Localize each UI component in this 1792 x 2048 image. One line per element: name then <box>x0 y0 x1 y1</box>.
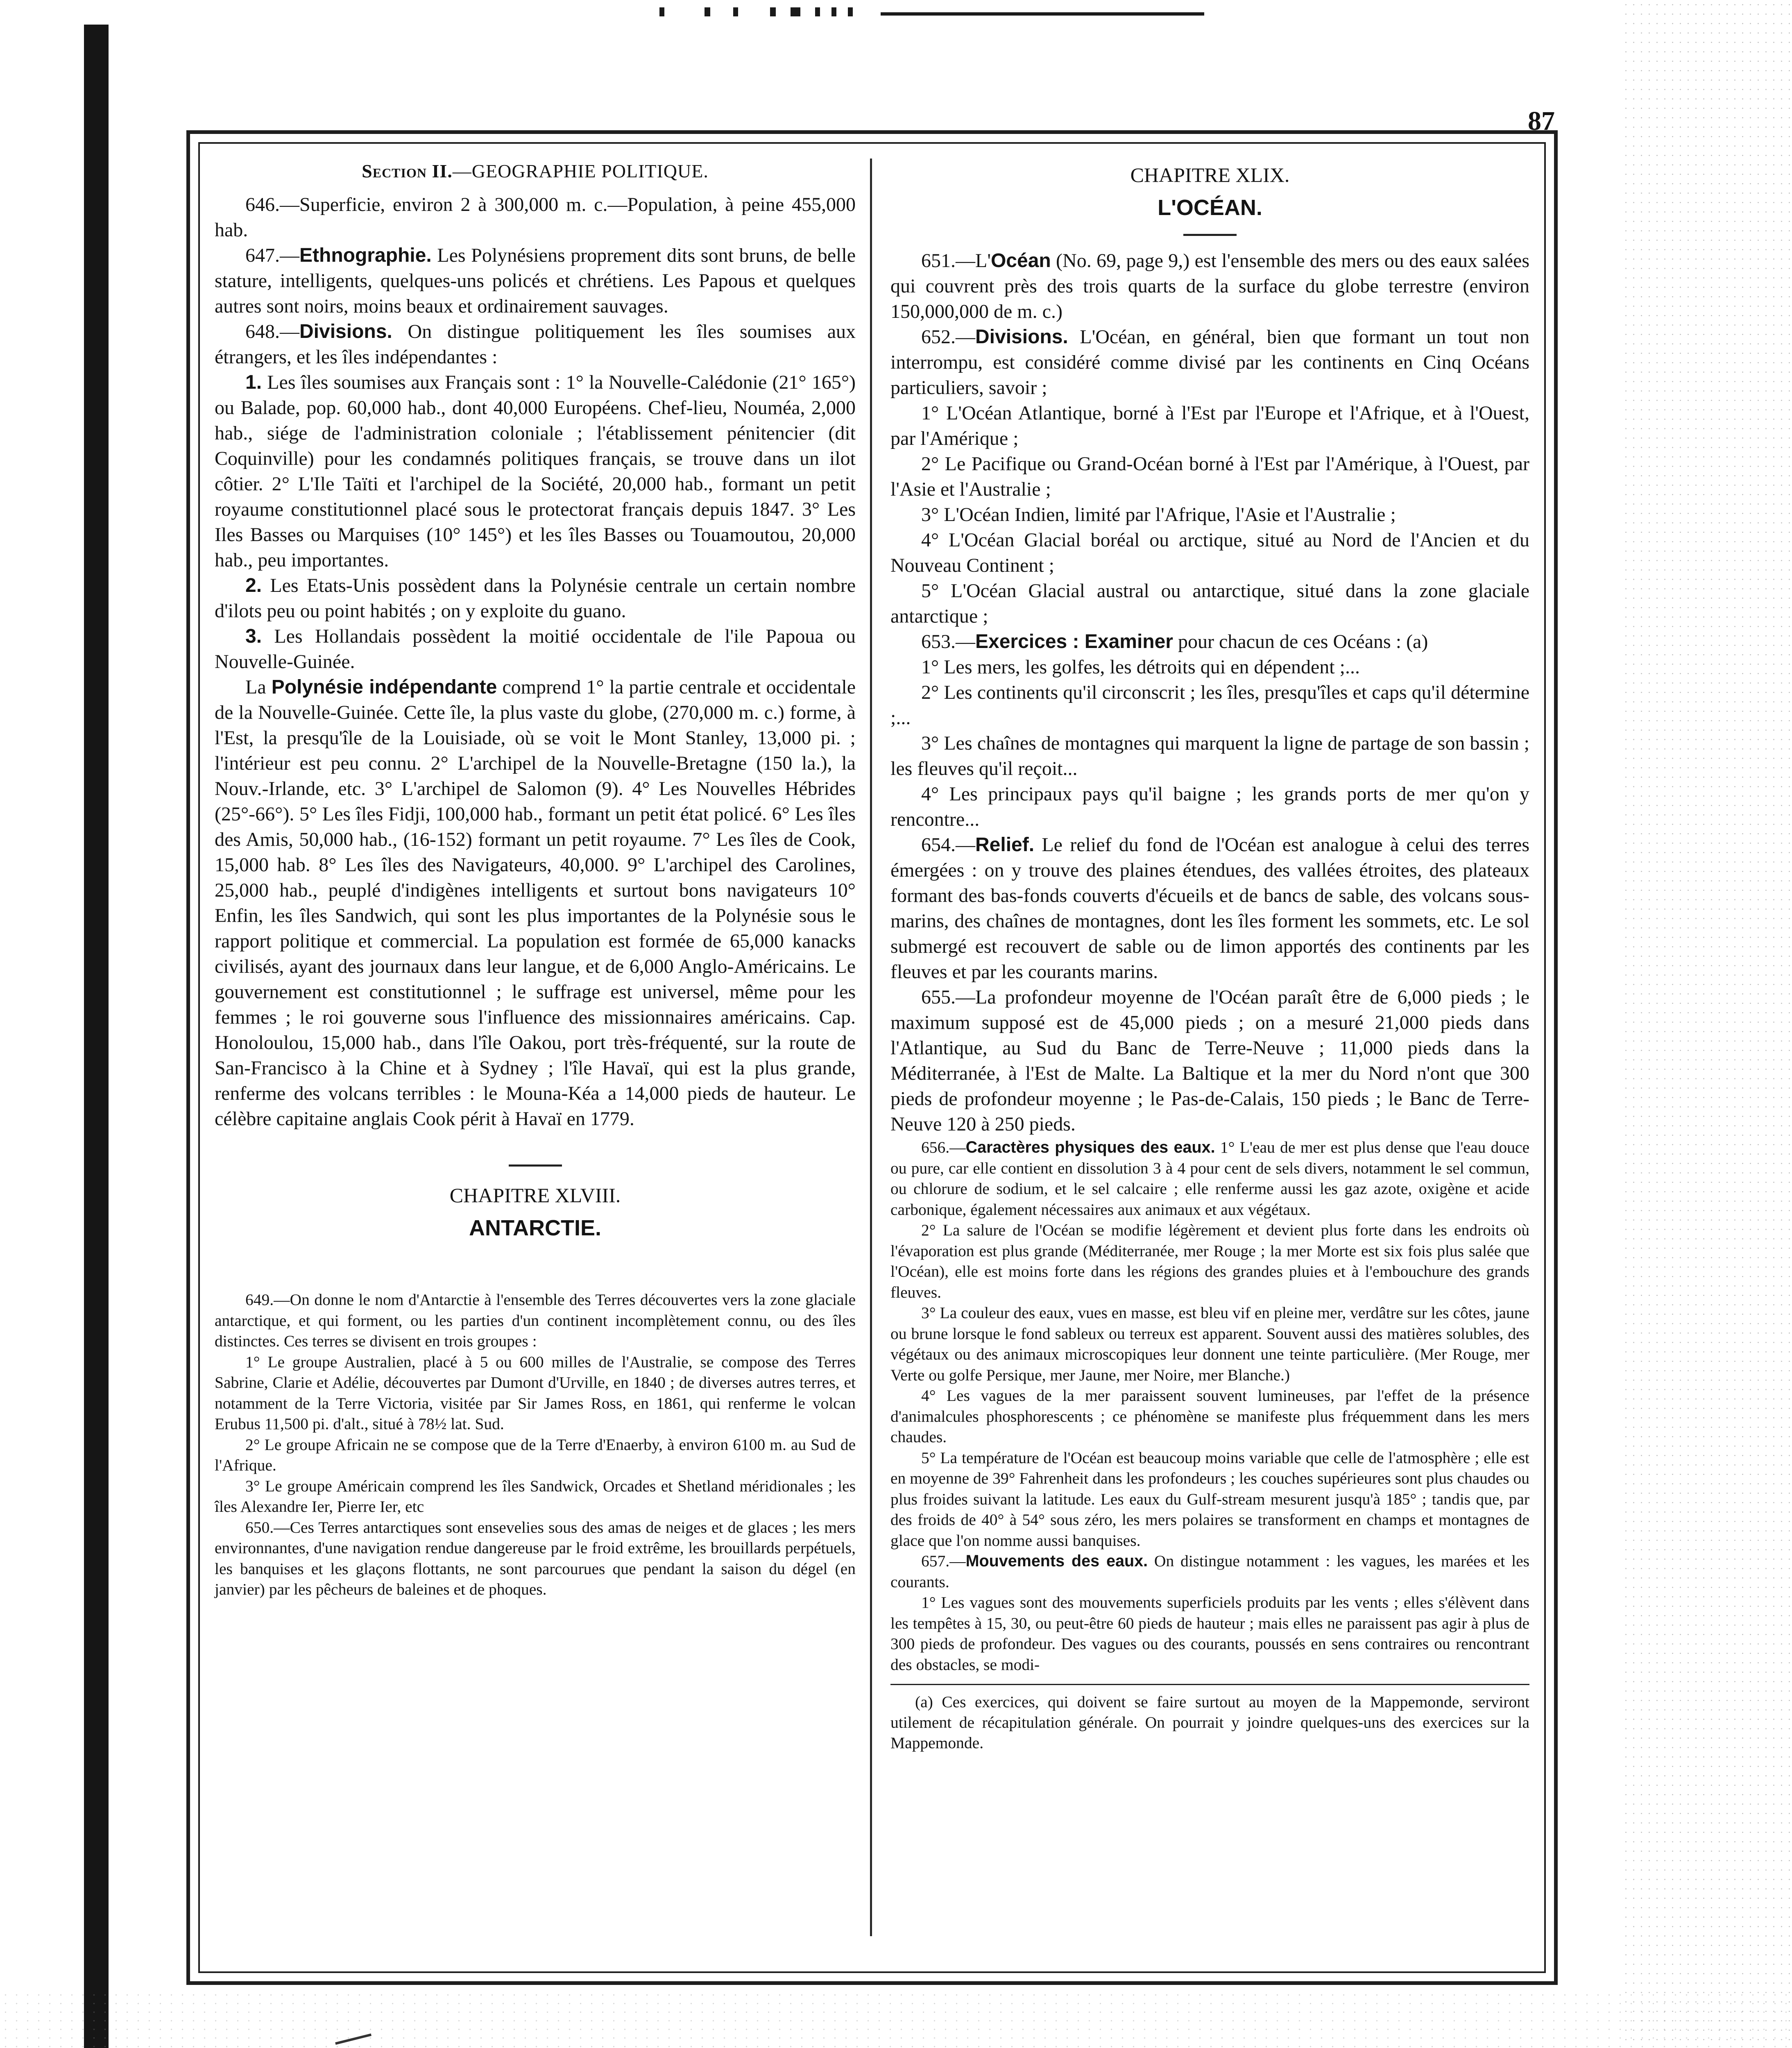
paragraph-646: 646.—Superficie, environ 2 à 300,000 m. c.—Population, à peine 455,000 hab. <box>215 194 856 241</box>
keyword-divisions-ocean: Divisions. <box>975 326 1068 348</box>
left-column <box>215 159 856 1600</box>
paragraph-653-1: 1° Les mers, les golfes, les détroits qui en dépendent ;... <box>921 656 1360 678</box>
paragraph-649-2: 2° Le groupe Africain ne se compose que de la Terre d'Enaerby, à environ 6100 m. au Sud de l'Afrique. <box>215 1435 856 1474</box>
paragraph-652-4: 4° L'Océan Glacial boréal ou arctique, situé au Nord de l'Ancien et du Nouveau Continent ; <box>890 529 1529 576</box>
keyword-divisions: Divisions. <box>299 321 392 342</box>
footnote: (a) Ces exercices, qui doivent se faire surtout au moyen de la Mappemonde, serviront utilement de récapitulation générale. On pourrait y joindre quelques-uns des exercices sur la Mappemonde. <box>890 1693 1529 1752</box>
paragraph-653-4: 4° Les principaux pays qu'il baigne ; les grands ports de mer qu'on y rencontre... <box>890 783 1529 830</box>
keyword-ocean: Océan <box>990 250 1051 272</box>
keyword-caracteres-physiques: Caractères physiques des eaux. <box>965 1138 1215 1156</box>
chapter-rule <box>1183 234 1237 236</box>
paragraph-648-3: 3. Les Hollandais possèdent la moitié occidentale de l'ile Papoua ou Nouvelle-Guinée. <box>215 625 856 673</box>
paragraph-652-1: 1° L'Océan Atlantique, borné à l'Est par l'Europe et l'Afrique, et à l'Ouest, par l'Amérique ; <box>890 402 1529 449</box>
footnote-rule <box>890 1684 1529 1685</box>
paragraph-652: 652.—Divisions. L'Océan, en général, bien que formant un tout non interrompu, est considéré comme divisé par les continents en Cinq Océans particuliers, savoir ; <box>890 326 1529 399</box>
column-divider <box>870 159 872 1936</box>
paragraph-655: 655.—La profondeur moyenne de l'Océan paraît être de 6,000 pieds ; le maximum supposé est de 45,000 pieds ; on a mesuré 21,000 pieds dans l'Atlantique, au Sud du Banc de Terre-Neuve ; 11,000 pieds dans la Méditerranée, à l'Est de Malte. La Baltique et la mer du Nord n'ont que 300 pieds de profondeur moyenne ; le Pas-de-Calais, 150 pieds ; le Banc de Terre-Neuve 120 à 250 pieds. <box>890 986 1529 1135</box>
chapter-heading-xlix: CHAPITRE XLIX. <box>1130 163 1290 186</box>
paragraph-653: 653.—Exercices : Examiner pour chacun de ces Océans : (a) <box>921 631 1428 652</box>
scan-binding-edge <box>84 25 109 2048</box>
right-column <box>890 159 1529 1753</box>
chapter-title-antarctie: ANTARCTIE. <box>469 1216 601 1240</box>
paragraph-657-1: 1° Les vagues sont des mouvements superficiels produits par les vents ; elles s'élèvent dans les tempêtes à 15, 30, ou peut-être 60 pieds de hauteur ; mais elles ne paraissent pas agir à plus de 300 pieds de profondeur. Des vagues ou des courants, poussés en sens contraires ou rencontrant des obstacles, se modi- <box>890 1593 1529 1674</box>
paragraph-653-2: 2° Les continents qu'il circonscrit ; les îles, presqu'îles et caps qu'il détermine ;... <box>890 682 1529 729</box>
paragraph-657: 657.—Mouvements des eaux. On distingue notamment : les vagues, les marées et les courants. <box>890 1552 1529 1591</box>
keyword-mouvements-des-eaux: Mouvements des eaux. <box>965 1552 1148 1570</box>
page-frame <box>186 130 1558 1985</box>
chapter-title-ocean: L'OCÉAN. <box>1158 195 1262 220</box>
scan-noise-bottom <box>0 1991 1792 2048</box>
paragraph-656-5: 5° La température de l'Océan est beaucoup moins variable que celle de l'atmosphère ; elle est en moyenne de 39° Fahrenheit dans les profondeurs ; les couches supérieures sont plus chaudes ou plus froides suivant la latitude. Les eaux du Gulf-stream mesurent jusqu'à 185° ; tandis que, par des froids de 40° à 54° sous zéro, les mers polaires se transforment en champs et montagnes de glace que l'on nomme aussi banquises. <box>890 1448 1529 1550</box>
section-heading: Section II.—GEOGRAPHIE POLITIQUE. <box>362 161 709 181</box>
keyword-ethnographie: Ethnographie. <box>299 245 432 266</box>
paragraph-656: 656.—Caractères physiques des eaux. 1° L'eau de mer est plus dense que l'eau douce ou pure, car elle contient en dissolution 3 à 4 pour cent de sels divers, notamment le sel commun, ou chlorure de sodium, et le sel calcaire ; elle renferme aussi les gaz azote, oxigène et acide carbonique, également nécessaires aux animaux et aux végétaux. <box>890 1138 1529 1219</box>
keyword-relief: Relief. <box>975 834 1035 856</box>
paragraph-656-4: 4° Les vagues de la mer paraissent souvent lumineuses, par l'effet de la présence d'animalcules phosphorescents ; ce phénomène se manifeste plus fréquemment dans les mers chaudes. <box>890 1386 1529 1446</box>
keyword-exercices: Exercices : Examiner <box>975 631 1173 652</box>
paragraph-654: 654.—Relief. Le relief du fond de l'Océan est analogue à celui des terres émergées : on y trouve des plaines étendues, des vallées étroites, des plateaux formant des bas-fonds couverts d'écueils et de bancs de sable, des volcans sous-marins, des chaînes de montagnes, dont les îles forment les sommets, etc. Le sol submergé est recouvert de sable ou de limon apportés des continents par les fleuves et par les courants marins. <box>890 834 1529 983</box>
paragraph-651: 651.—L'Océan (No. 69, page 9,) est l'ensemble des mers ou des eaux salées qui couvrent près des trois quarts de la surface du globe terrestre (environ 150,000,000 de m. c.) <box>890 250 1529 322</box>
chapter-heading-xlviii: CHAPITRE XLVIII. <box>449 1184 621 1207</box>
paragraph-649-3: 3° Le groupe Américain comprend les îles Sandwick, Orcades et Shetland méridionales ; les îles Alexandre Ier, Pierre Ier, etc <box>215 1477 856 1516</box>
paragraph-653-3: 3° Les chaînes de montagnes qui marquent la ligne de partage de son bassin ; les fleuves qu'il reçoit... <box>890 732 1529 779</box>
scan-top-marks <box>659 7 1204 16</box>
paragraph-polynesie-independante: La Polynésie indépendante comprend 1° la partie centrale et occidentale de la Nouvelle-Guinée. Cette île, la plus vaste du globe, (270,000 m. c.) forme, à l'Est, la presqu'île de la Louisiade, où se voit le Mont Stanley, 13,000 pi. ; l'intérieur est peu connu. 2° L'archipel de la Nouvelle-Bretagne (150 la.), la Nouv.-Irlande, etc. 3° L'archipel de Salomon (9). 4° Les Nouvelles Hébrides (25°-66°). 5° Les îles Fidji, 100,000 hab., formant un petit état policé. 6° Les îles des Amis, 50,000 hab., (16-152) formant un petit royaume. 7° Les îles de Cook, 15,000 hab. 8° Les îles des Navigateurs, 40,000. 9° L'archipel des Carolines, 25,000 hab., peuplé d'indigènes intelligents et surtout bons navigateurs 10° Enfin, les îles Sandwich, qui sont les plus importantes de la Polynésie sous le rapport politique et commercial. La population est formée de 65,000 kanacks civilisés, ayant des journaux dans leur langue, et de 6,000 Anglo-Américains. Le gouvernement est constitutionnel ; le suffrage est universel, même pour les femmes ; le roi gouverne sous l'influence des missionnaires américains. Cap. Honoloulou, 15,000 hab., dans l'île Oakou, port très-fréquenté, sur la route de San-Francisco à la Chine et à Sydney ; l'île Havaï, qui est la plus grande, renferme des volcans terribles : le Mouna-Kéa a 14,000 pieds de hauteur. Le célèbre capitaine anglais Cook périt à Havaï en 1779. <box>215 676 856 1130</box>
page-number: 87 <box>1528 106 1555 136</box>
scan-noise-right <box>1622 0 1792 2048</box>
paragraph-648: 648.—Divisions. On distingue politiquement les îles soumises aux étrangers, et les îles indépendantes : <box>215 321 856 368</box>
keyword-polynesie-independante: Polynésie indépendante <box>271 676 497 698</box>
paragraph-656-2: 2° La salure de l'Océan se modifie légèrement et devient plus forte dans les endroits où l'évaporation est plus grande (Méditerranée, mer Rouge ; la mer Morte est six fois plus salée que l'Océan), elle est moins forte dans les régions des grandes pluies et à l'embouchure des grands fleuves. <box>890 1221 1529 1301</box>
paragraph-652-3: 3° L'Océan Indien, limité par l'Afrique, l'Asie et l'Australie ; <box>921 504 1396 526</box>
paragraph-649-1: 1° Le groupe Australien, placé à 5 ou 600 milles de l'Australie, se compose des Terres Sabrine, Clarie et Adélie, découvertes par Dumont d'Urville, en 1840 ; de diverses autres terres, et notamment de la Terre Victoria, visitée par Sir James Ross, en 1861, qui renferme le volcan Erubus 11,500 pi. d'alt., situé à 78½ lat. Sud. <box>215 1352 856 1433</box>
paragraph-647: 647.—Ethnographie. Les Polynésiens proprement dits sont bruns, de belle stature, intelligents, quelques-uns policés et chrétiens. Les Papous et quelques autres sont noirs, moins beaux et ordinairement sauvages. <box>215 245 856 317</box>
paragraph-656-3: 3° La couleur des eaux, vues en masse, est bleu vif en pleine mer, verdâtre sur les côtes, jaune ou brune lorsque le fond sableux ou terreux est apparent. Souvent aussi des matières solubles, des végétaux ou des animaux microscopiques leur donnent une teinte particulière. (Mer Rouge, mer Verte ou golfe Persique, mer Jaune, mer Noire, mer Blanche.) <box>890 1304 1529 1384</box>
paragraph-650: 650.—Ces Terres antarctiques sont ensevelies sous des amas de neiges et de glaces ; les mers environnantes, d'une navigation rendue dangereuse par le froid extrême, les brouillards perpétuels, les banquises et les glaçons flottants, ne sont parcourues que pendant la saison du dégel (en janvier) par les pêcheurs de baleines et de phoques. <box>215 1518 856 1598</box>
paragraph-652-5: 5° L'Océan Glacial austral ou antarctique, situé dans la zone glaciale antarctique ; <box>890 580 1529 627</box>
section-rule <box>509 1164 562 1167</box>
paragraph-652-2: 2° Le Pacifique ou Grand-Océan borné à l'Est par l'Amérique, à l'Ouest, par l'Asie et l'Australie ; <box>890 453 1529 500</box>
paragraph-648-2: 2. Les Etats-Unis possèdent dans la Polynésie centrale un certain nombre d'ilots peu ou point habités ; on y exploite du guano. <box>215 575 856 622</box>
paragraph-648-1: 1. Les îles soumises aux Français sont : 1° la Nouvelle-Calédonie (21° 165°) ou Balade, pop. 60,000 hab., dont 40,000 Européens. Chef-lieu, Nouméa, 2,000 hab., siége de l'administration coloniale ; l'établissement pénitencier (dit Coquinville) pour les condamnés politiques français, se trouve dans un ilot côtier. 2° L'Ile Taïti et l'archipel de la Société, 20,000 hab., formant un petit royaume constitutionnel placé sous le protectorat français depuis 1847. 3° Les Iles Basses ou Marquises (10° 145°) et les îles Basses ou Touamoutou, 20,000 hab., peu importantes. <box>215 372 856 571</box>
paragraph-649: 649.—On donne le nom d'Antarctie à l'ensemble des Terres découvertes vers la zone glaciale antarctique, et qui forment, ou les parties d'un continent incomplètement connu, ou des îles distinctes. Ces terres se divisent en trois groupes : <box>215 1291 856 1350</box>
